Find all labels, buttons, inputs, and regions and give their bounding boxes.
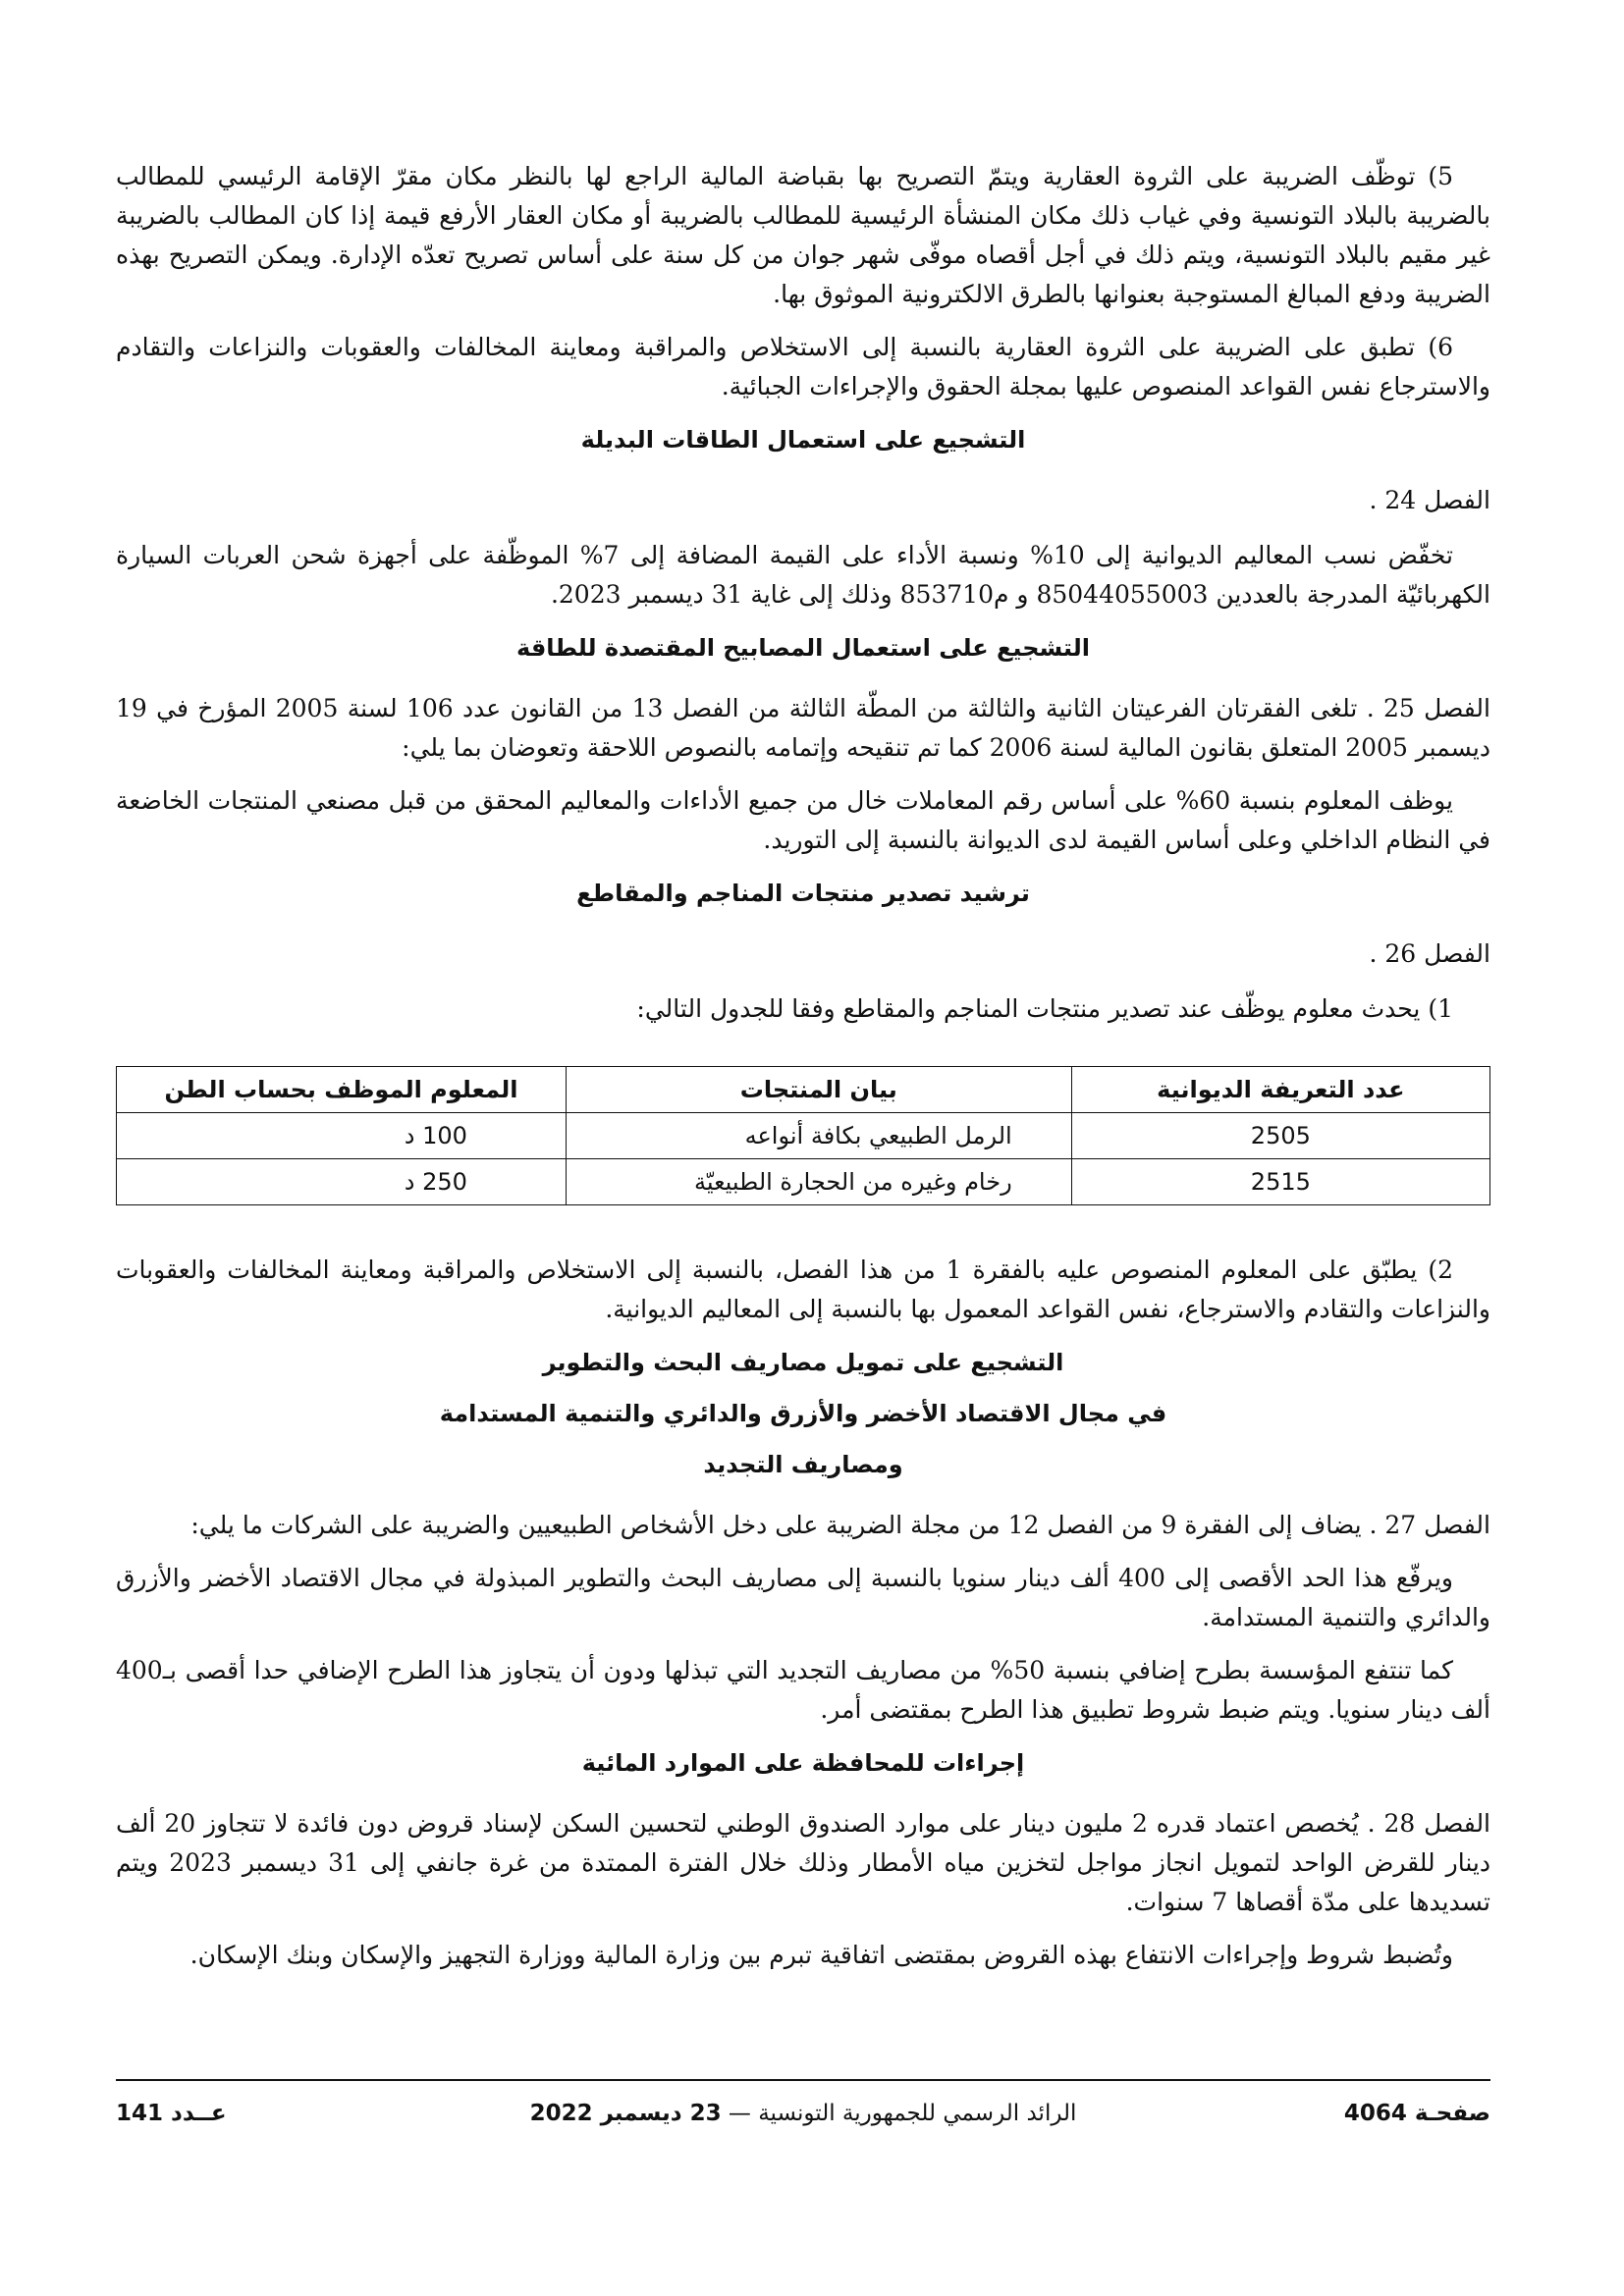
cell-code: 2515 bbox=[1071, 1159, 1489, 1205]
heading-water: إجراءات للمحافظة على الموارد المائية bbox=[581, 1749, 1025, 1777]
heading-lamps: التشجيع على استعمال المصابيح المقتصدة للطاقة bbox=[516, 634, 1090, 662]
heading-alt-energy: التشجيع على استعمال الطاقات البديلة bbox=[580, 426, 1026, 454]
heading-research-2: في مجال الاقتصاد الأخضر والأزرق والدائري والتنمية المستدامة bbox=[439, 1400, 1167, 1427]
cell-code: 2505 bbox=[1071, 1113, 1489, 1159]
paragraph-6: 6) تطبق على الضريبة على الثروة العقارية بالنسبة إلى الاستخلاص والمراقبة ومعاينة المخالفات والعقوبات والنزاعات والتقادم والاسترجاع نفس القواعد المنصوص عليها بمجلة الحقوق والإجراءات الجبائية. bbox=[116, 333, 1490, 400]
chapter-27: الفصل 27 . يضاف إلى الفقرة 9 من الفصل 12 من مجلة الضريبة على دخل الأشخاص الطبيعيين والضريبة على الشركات ما يلي: bbox=[190, 1511, 1490, 1539]
chapter-24-body: تخفّض نسب المعاليم الديوانية إلى 10% ونسبة الأداء على القيمة المضافة إلى 7% الموظّفة على أجهزة شحن العربات السيارة الكهربائيّة المدرجة بالعددين 85044055003 و م853710 وذلك إلى غاية 31 ديسمبر 2023. bbox=[116, 541, 1490, 609]
footer-date: 23 ديسمبر 2022 bbox=[529, 2101, 722, 2126]
cell-fee: 250 د bbox=[117, 1159, 567, 1205]
chapter-26: الفصل 26 . bbox=[1369, 939, 1490, 968]
table-row bbox=[117, 1113, 1490, 1159]
paragraph-5: 5) توظّف الضريبة على الثروة العقارية ويتمّ التصريح بها بقباضة المالية الراجع لها بالنظر مكان مقرّ الإقامة الرئيسي للمطالب بالضريبة بالبلاد التونسية وفي غياب ذلك مكان المنشأة الرئيسية للمطالب بالضريبة أو مكان العقار الأرفع قيمة إذا كان المطالب بالضريبة غير مقيم بالبلاد التونسية، ويتم ذلك في أجل أقصاه موفّى شهر جوان من كل سنة على أساس تصريح تعدّه الإدارة. ويمكن التصريح بهذه الضريبة ودفع المبالغ المستوجبة بعنوانها بالطرق الالكترونية الموثوق بها. bbox=[116, 162, 1490, 308]
footer-divider bbox=[116, 2079, 1490, 2081]
chapter-27-body-1: ويرفّع هذا الحد الأقصى إلى 400 ألف دينار سنويا بالنسبة إلى مصاريف البحث والتطوير المبذولة في مجال الاقتصاد الأخضر والأزرق والدائري والتنمية المستدامة. bbox=[116, 1564, 1490, 1631]
document-body bbox=[116, 157, 1490, 1989]
tariff-table bbox=[116, 1066, 1490, 1205]
footer-page-number: صفحـة 4064 bbox=[1343, 2101, 1490, 2126]
cell-desc: الرمل الطبيعي بكافة أنواعه bbox=[566, 1113, 1071, 1159]
header-fee: المعلوم الموظف بحساب الطن bbox=[117, 1067, 567, 1113]
footer-gazette-title bbox=[530, 2101, 1077, 2126]
table-row bbox=[117, 1159, 1490, 1205]
chapter-25-body: يوظف المعلوم بنسبة 60% على أساس رقم المعاملات خال من جميع الأداءات والمعاليم المحقق من قبل مصنعي المنتجات الخاضعة في النظام الداخلي وعلى أساس القيمة لدى الديوانة بالنسبة إلى التوريد. bbox=[116, 786, 1490, 854]
header-product-desc: بيان المنتجات bbox=[566, 1067, 1071, 1113]
footer-title-text: الرائد الرسمي للجمهورية التونسية — bbox=[728, 2101, 1077, 2126]
chapter-24: الفصل 24 . bbox=[1369, 486, 1490, 514]
cell-desc: رخام وغيره من الحجارة الطبيعيّة bbox=[566, 1159, 1071, 1205]
table-header-row bbox=[117, 1067, 1490, 1113]
chapter-26-p1: 1) يحدث معلوم يوظّف عند تصدير منتجات المناجم والمقاطع وفقا للجدول التالي: bbox=[636, 994, 1453, 1023]
heading-research-1: التشجيع على تمويل مصاريف البحث والتطوير bbox=[542, 1349, 1064, 1376]
page-footer bbox=[116, 2101, 1490, 2140]
cell-fee: 100 د bbox=[117, 1113, 567, 1159]
chapter-26-p2: 2) يطبّق على المعلوم المنصوص عليه بالفقرة 1 من هذا الفصل، بالنسبة إلى الاستخلاص والمراقبة ومعاينة المخالفات والعقوبات والنزاعات والتقادم والاسترجاع، نفس القواعد المعمول بها بالنسبة إلى المعاليم الديوانية. bbox=[116, 1255, 1490, 1323]
heading-research-3: ومصاريف التجديد bbox=[703, 1451, 903, 1478]
chapter-28-body: وتُضبط شروط وإجراءات الانتفاع بهذه القروض بمقتضى اتفاقية تبرم بين وزارة المالية ووزارة التجهيز والإسكان وبنك الإسكان. bbox=[189, 1941, 1453, 1969]
footer-issue-number: عــدد 141 bbox=[116, 2101, 227, 2126]
chapter-27-body-2: كما تنتفع المؤسسة بطرح إضافي بنسبة 50% من مصاريف التجديد التي تبذلها ودون أن يتجاوز هذا الطرح الإضافي حدا أقصى بـ400 ألف دينار سنويا. ويتم ضبط شروط تطبيق هذا الطرح بمقتضى أمر. bbox=[116, 1656, 1490, 1724]
chapter-28: الفصل 28 . يُخصص اعتماد قدره 2 مليون دينار على موارد الصندوق الوطني لتحسين السكن لإسناد قروض دون فائدة لا تتجاوز 20 ألف دينار للقرض الواحد لتمويل انجاز مواجل لتخزين مياه الأمطار وذلك خلال الفترة الممتدة من غرة جانفي إلى 31 ديسمبر 2023 ويتم تسديدها على مدّة أقصاها 7 سنوات. bbox=[116, 1809, 1491, 1916]
chapter-25: الفصل 25 . تلغى الفقرتان الفرعيتان الثانية والثالثة من المطّة الثالثة من الفصل 13 من القانون عدد 106 لسنة 2005 المؤرخ في 19 ديسمبر 2005 المتعلق بقانون المالية لسنة 2006 كما تم تنقيحه وإتمامه بالنصوص اللاحقة وتعوضان بما يلي: bbox=[116, 694, 1490, 762]
heading-mines: ترشيد تصدير منتجات المناجم والمقاطع bbox=[576, 880, 1030, 907]
header-tariff-code: عدد التعريفة الديوانية bbox=[1071, 1067, 1489, 1113]
